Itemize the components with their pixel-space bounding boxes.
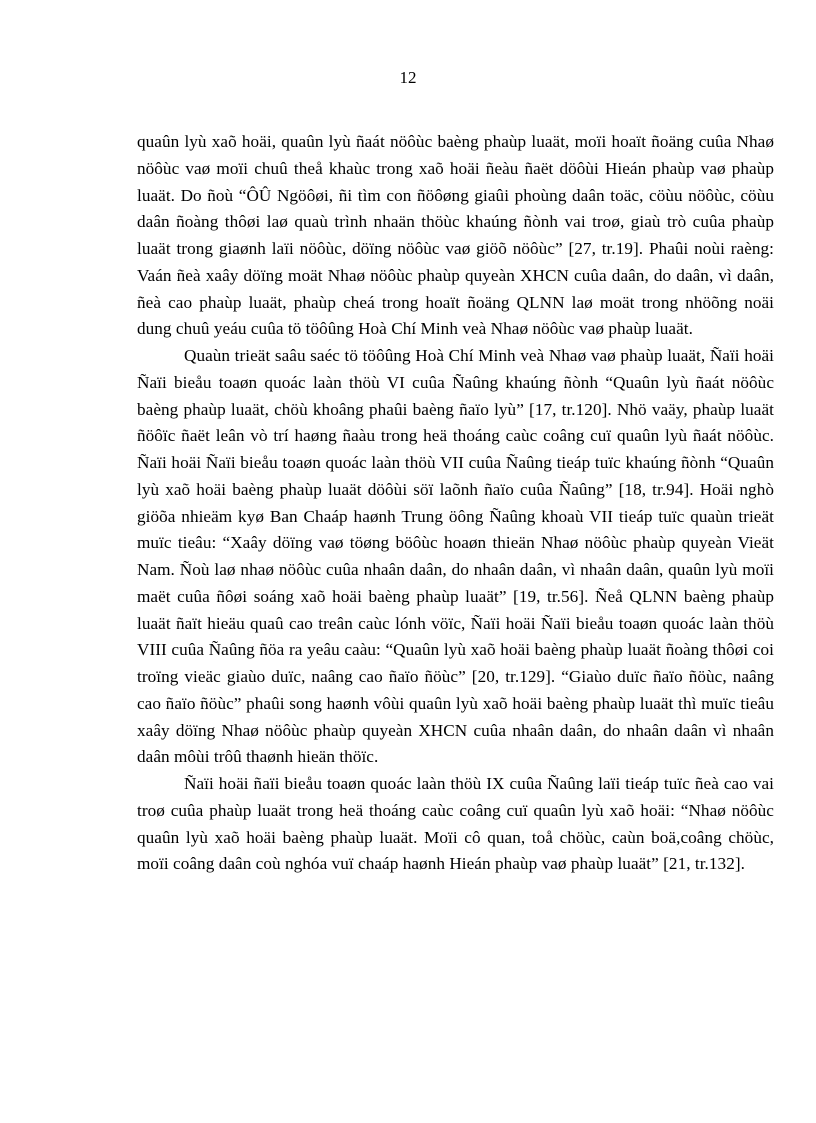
paragraph-3: Ñaïi hoäi ñaïi bieåu toaøn quoác laàn thöù IX cuûa Ñaûng laïi tieáp tuïc ñeà cao vai troø cuûa phaùp luaät trong heä thoáng caùc coâng cuï quaûn lyù xaõ hoäi: “Nhaø nöôùc quaûn lyù xaõ hoäi baèng phaùp luaät. Moïi cô quan, toå chöùc, caùn boä,coâng chöùc, moïi coâng daân coù nghóa vuï chaáp haønh Hieán phaùp vaø phaùp luaät” [21, tr.132].	[137, 774, 774, 874]
body-text	[137, 129, 774, 878]
paragraph-1: quaûn lyù xaõ hoäi, quaûn lyù ñaát nöôùc baèng phaùp luaät, moïi hoaït ñoäng cuûa Nhaø nöôùc vaø moïi chuû theå khaùc trong xaõ hoäi ñeàu ñaët döôùi Hieán phaùp vaø phaùp luaät. Do ñoù “ÔÛ Ngöôøi, ñi tìm con ñöôøng giaûi phoùng daân toäc, cöùu nöôùc, cöùu daân ñoàng thôøi laø quaù trình nhaän thöùc khaúng ñònh vai troø, giaù trò cuûa phaùp luaät trong giaønh laïi nöôùc, döïng nöôùc vaø giöõ nöôùc” [27, tr.19]. Phaûi noùi raèng: Vaán ñeà xaây döïng moät Nhaø nöôùc phaùp quyeàn XHCN cuûa daân, do daân, vì daân, ñeà cao phaùp luaät, phaùp cheá trong hoaït ñoäng QLNN laø moät trong nhöõng noäi dung chuû yeáu cuûa tö töôûng Hoà Chí Minh veà Nhaø nöôùc vaø phaùp luaät.	[137, 132, 774, 339]
page-number: 12	[399, 68, 417, 87]
paragraph-2: Quaùn trieät saâu saéc tö töôûng Hoà Chí Minh veà Nhaø vaø phaùp luaät, Ñaïi hoäi Ñaïi bieåu toaøn quoác laàn thöù VI cuûa Ñaûng khaúng ñònh “Quaûn lyù ñaát nöôùc baèng phaùp luaät, chöù khoâng phaûi baèng ñaïo lyù” [17, tr.120]. Nhö vaäy, phaùp luaät ñöôïc ñaët leân vò trí haøng ñaàu trong heä thoáng caùc coâng cuï quaûn lyù ñaát nöôùc. Ñaïi hoäi Ñaïi bieåu toaøn quoác laàn thöù VII cuûa Ñaûng tieáp tuïc khaúng ñònh “Quaûn lyù xaõ hoäi baèng phaùp luaät döôùi söï laõnh ñaïo cuûa Ñaûng” [18, tr.94]. Hoäi nghò giöõa nhieäm kyø Ban Chaáp haønh Trung öông Ñaûng khoaù VII tieáp tuïc quaùn trieät muïc tieâu: “Xaây döïng vaø töøng böôùc hoaøn thieän Nhaø nöôùc phaùp quyeàn Vieät Nam. Ñoù laø nhaø nöôùc cuûa nhaân daân, do nhaân daân, vì nhaân daân, quaûn lyù moïi maët cuûa ñôøi soáng xaõ hoäi baèng phaùp luaät” [19, tr.56]. Ñeå QLNN baèng phaùp luaät ñaït hieäu quaû cao treân caùc lónh vöïc, Ñaïi hoäi Ñaïi bieåu toaøn quoác laàn thöù VIII cuûa Ñaûng ñöa ra yeâu caàu: “Quaûn lyù xaõ hoäi baèng phaùp luaät ñoàng thôøi coi troïng vieäc giaùo duïc, naâng cao ñaïo ñöùc” [20, tr.129]. “Giaùo duïc ñaïo ñöùc, naâng cao ñaïo ñöùc” phaûi song haønh vôùi quaûn lyù xaõ hoäi baèng phaùp luaät thì muïc tieâu xaây döïng Nhaø nöôùc phaùp quyeàn XHCN cuûa nhaân daân, do nhaân daân vì nhaân daân môùi trôû thaønh hieän thöïc.	[137, 346, 774, 767]
